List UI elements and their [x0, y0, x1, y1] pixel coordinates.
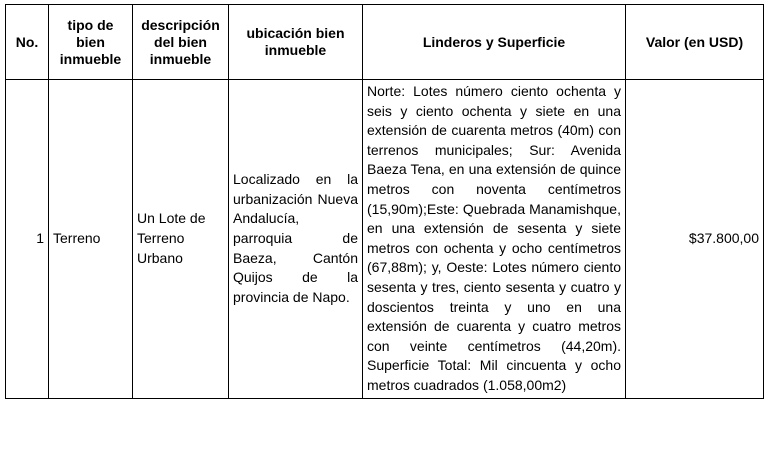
cell-no: 1 — [6, 80, 49, 399]
property-table — [5, 4, 764, 399]
header-linderos: Linderos y Superficie — [363, 5, 626, 80]
table-row — [6, 80, 764, 399]
cell-tipo: Terreno — [49, 80, 133, 399]
header-no: No. — [6, 5, 49, 80]
header-descripcion: descripción del bien inmueble — [133, 5, 229, 80]
cell-ubicacion: Localizado en la urbanización Nueva Andalucía, parroquia de Baeza, Cantón Quijos de la provincia de Napo. — [229, 80, 363, 399]
header-ubicacion: ubicación bien inmueble — [229, 5, 363, 80]
header-valor: Valor (en USD) — [626, 5, 764, 80]
cell-valor: $37.800,00 — [626, 80, 764, 399]
header-row — [6, 5, 764, 80]
cell-linderos: Norte: Lotes número ciento ochenta y seis y ciento ochenta y siete en una extensión de cuarenta metros (40m) con terrenos municipales; Sur: Avenida Baeza Tena, en una extensión de quince metros con noventa centímetros (15,90m);Este: Quebrada Manamishque, en una extensión de sesenta y siete metros con ochenta y ocho centímetros (67,88m); y, Oeste: Lotes número ciento sesenta y tres, ciento sesenta y cuatro y doscientos treinta y uno en una extensión de cuarenta y cuatro metros con veinte centímetros (44,20m). Superficie Total: Mil cincuenta y ocho metros cuadrados (1.058,00m2) — [363, 80, 626, 399]
cell-descripcion: Un Lote de Terreno Urbano — [133, 80, 229, 399]
header-tipo: tipo de bien inmueble — [49, 5, 133, 80]
